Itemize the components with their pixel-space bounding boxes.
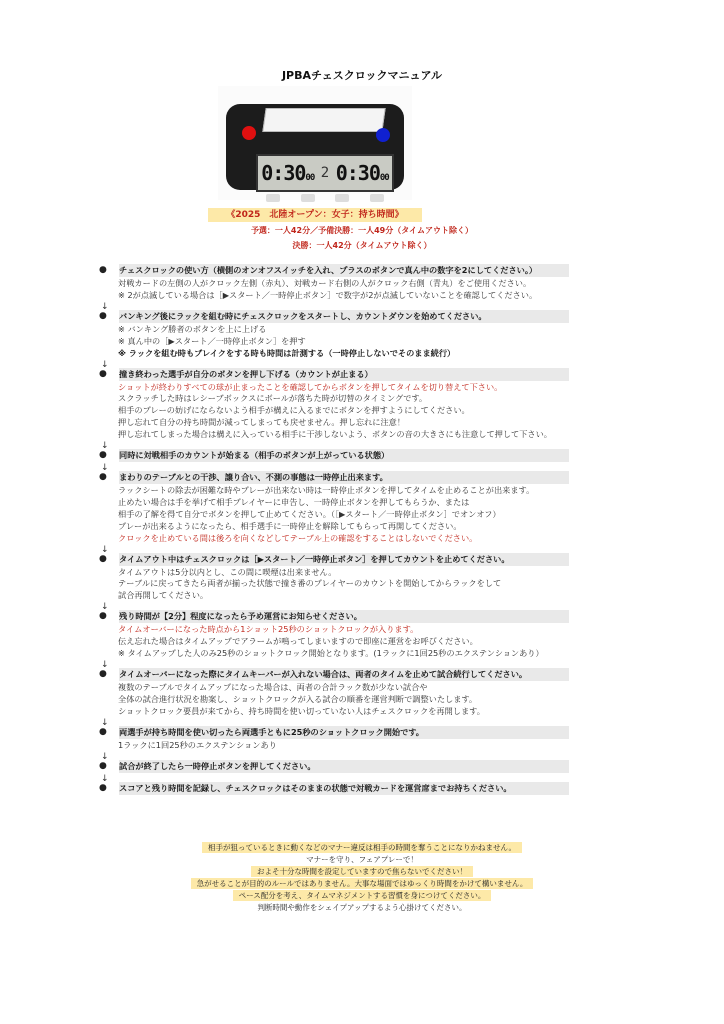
note-text: 急がせることが目的のルールではありません。大事な場面ではゆっくり時間をかけて構いません。 [191, 878, 534, 889]
down-arrow-icon: ↓ [101, 751, 109, 762]
body-text: ショットクロック要員が来てから、持ち時間を使い切っていない人はチェスクロックを再開します。 [118, 705, 485, 716]
body-text: 押し忘れてしまった場合は構えに入っている相手に干渉しないよう、ボタンの音の大きさにも注意して押して下さい。 [118, 429, 552, 440]
clock-button [266, 194, 280, 202]
body-text: 止めたい場合は手を挙げて相手プレイヤーに申告し、一時停止ボタンを押してもらうか、または [118, 496, 470, 507]
body-text: ※ 2が点滅している場合は［▶スタート／一時停止ボタン］で数字が2が点滅していないことを確認してください。 [118, 289, 538, 300]
blue-button-icon [376, 128, 390, 142]
clock-plate [262, 108, 385, 132]
bullet-icon: ● [99, 760, 107, 771]
body-text: 全体の試合進行状況を勘案し、ショットクロックが入る試合の順番を運営判断で調整いたします。 [118, 693, 478, 704]
note-text: マナーを守り、フェアプレーで！ [306, 855, 418, 864]
down-arrow-icon: ↓ [101, 544, 109, 555]
clock-button [335, 194, 349, 202]
heading-text: タイムアウト中はチェスクロックは［▶スタート／一時停止ボタン］を押してカウントを止めてください。 [119, 553, 510, 564]
note-line [0, 842, 724, 853]
bullet-icon: ● [99, 368, 107, 379]
down-arrow-icon: ↓ [101, 463, 109, 473]
body-text: ※ タイムアップした人のみ25秒のショットクロック開始となります。(1ラックに1回25秒のエクステンションあり） [118, 648, 544, 658]
heading-text: チェスクロックの使い方（横側のオンオフスイッチを入れ、プラスのボタンで真ん中の数字を2にしてください。） [119, 265, 538, 275]
tournament-banner: 《2025 北陸オープン：女子：持ち時間》 [208, 208, 422, 222]
body-text: 相手の了解を得て自分でボタンを押して止めてください。（［▶スタート／一時停止ボタン］でオンオフ） [118, 508, 501, 519]
note-text: 判断時間や動作をシェイプアップするよう心掛けてください。 [257, 903, 467, 912]
right-time: 0:3000 [335, 161, 389, 185]
body-text: タイムアウトは5分以内とし、この間に喫煙は出来ません。 [118, 566, 337, 577]
body-text: ラックシートの除去が困難な時やプレーが出来ない時は一時停止ボタンを押してタイムを止めることが出来ます。 [118, 485, 535, 495]
note-line [0, 878, 724, 889]
body-text: 押し忘れて自分の持ち時間が減ってしまっても戻せません。押し忘れに注意！ [118, 417, 406, 428]
bullet-icon: ● [99, 265, 107, 275]
down-arrow-icon: ↓ [101, 659, 109, 670]
bullet-icon: ● [99, 472, 107, 482]
time-rule-prelim: 予選：一人42分／予備決勝：一人49分（タイムアウト除く） [250, 226, 474, 235]
clock-buttons [266, 194, 384, 202]
note-text: およそ十分な時間を設定していますので焦らないでください！ [251, 866, 473, 877]
body-text: ショットが終わりすべての球が止まったことを確認してからボタンを押してタイムを切り替えて下さい。 [118, 381, 503, 392]
red-button-icon [242, 126, 256, 140]
body-text: 試合再開してください。 [118, 590, 209, 601]
note-line [0, 902, 724, 913]
down-arrow-icon: ↓ [101, 773, 109, 784]
clock-display [256, 154, 394, 192]
clock-button [301, 194, 315, 202]
body-text: タイムオーバーになった時点から1ショット25秒のショットクロックが入ります。 [118, 624, 419, 635]
down-arrow-icon: ↓ [101, 717, 109, 728]
body-text: スクラッチした時はレシーブボックスにボールが落ちた時が切替のタイミングです。 [118, 393, 428, 404]
mid-number: 2 [320, 165, 330, 181]
heading-text: 試合が終了したら一時停止ボタンを押してください。 [119, 760, 316, 771]
body-text: テーブルに戻ってきたら両者が揃った状態で撞き番のプレイヤーのカウントを開始してからラックをして [118, 578, 502, 589]
note-line [0, 854, 724, 865]
clock-button [370, 194, 384, 202]
bullet-icon: ● [99, 553, 107, 564]
down-arrow-icon: ↓ [101, 301, 109, 312]
heading-text: 同時に対戦相手のカウントが始まる（相手のボタンが上がっている状態） [119, 450, 390, 460]
clock-body [226, 104, 404, 190]
down-arrow-icon: ↓ [101, 441, 109, 451]
body-text: ※ バンキング勝者のボタンを上に上げる [118, 323, 267, 334]
body-text: 複数のテーブルでタイムアップになった場合は、両者の合計ラック数が少ない試合や [118, 681, 428, 692]
time-rule-final: 決勝：一人42分（タイムアウト除く） [292, 241, 432, 250]
heading-text: バンキング後にラックを組む時にチェスクロックをスタートし、カウントダウンを始めてください。 [119, 310, 487, 321]
heading-text: まわりのテーブルとの干渉、譲り合い、不測の事態は一時停止出来ます。 [119, 472, 388, 482]
body-text: 伝え忘れた場合はタイムアップでアラームが鳴ってしまいますので即座に運営をお呼びください。 [118, 636, 478, 647]
bullet-icon: ● [99, 611, 107, 622]
heading-text: 両選手が持ち時間を使い切ったら両選手ともに25秒のショットクロック開始です。 [119, 726, 424, 737]
bullet-icon: ● [99, 450, 107, 460]
body-text: 相手のプレーの妨げにならないよう相手が構えに入るまでにボタンを押すようにしてください。 [118, 405, 470, 416]
chess-clock-image [218, 86, 412, 200]
bullet-icon: ● [99, 668, 107, 679]
page-title: JPBAチェスクロックマニュアル [281, 69, 443, 82]
body-text: クロックを止めている間は後ろを向くなどしてテーブル上の確認をすることはしないでください。 [118, 532, 478, 543]
bullet-icon: ● [99, 310, 107, 321]
note-line [0, 866, 724, 877]
note-text: 相手が狙っているときに動くなどのマナー違反は相手の時間を奪うことになりかねません。 [202, 842, 522, 853]
bullet-icon: ● [99, 782, 107, 793]
down-arrow-icon: ↓ [101, 602, 109, 613]
body-text: プレーが出来るようになったら、相手選手に一時停止を解除してもらって再開してください。 [118, 520, 462, 531]
heading-text: 撞き終わった選手が自分のボタンを押し下げる（カウントが止まる） [119, 368, 373, 379]
bullet-icon: ● [99, 726, 107, 737]
body-text: ※ 真ん中の［▶スタート／一時停止ボタン］を押す [118, 335, 306, 346]
heading-text: タイムオーバーになった際にタイムキーパーが入れない場合は、両者のタイムを止めて試合続行してください。 [119, 668, 528, 679]
note-line [0, 890, 724, 901]
heading-text: 残り時間が【2分】程度になったら予め運営にお知らせください。 [119, 611, 362, 622]
body-text: ※ ラックを組む時もブレイクをする時も時間は計測する（一時停止しないでそのまま続行） [118, 347, 456, 358]
left-time: 0:3000 [261, 161, 315, 185]
heading-text: スコアと残り時間を記録し、チェスクロックはそのままの状態で対戦カードを運営席までお持ちください。 [119, 782, 512, 793]
down-arrow-icon: ↓ [101, 359, 109, 370]
body-text: 対戦カードの左側の人がクロック左側（赤丸）、対戦カード右側の人がクロック右側（青丸）をご使用ください。 [118, 278, 532, 288]
body-text: 1ラックに1回25秒のエクステンションあり [118, 739, 277, 750]
note-text: ペース配分を考え、タイムマネジメントする習慣を身につけてください。 [233, 890, 492, 901]
